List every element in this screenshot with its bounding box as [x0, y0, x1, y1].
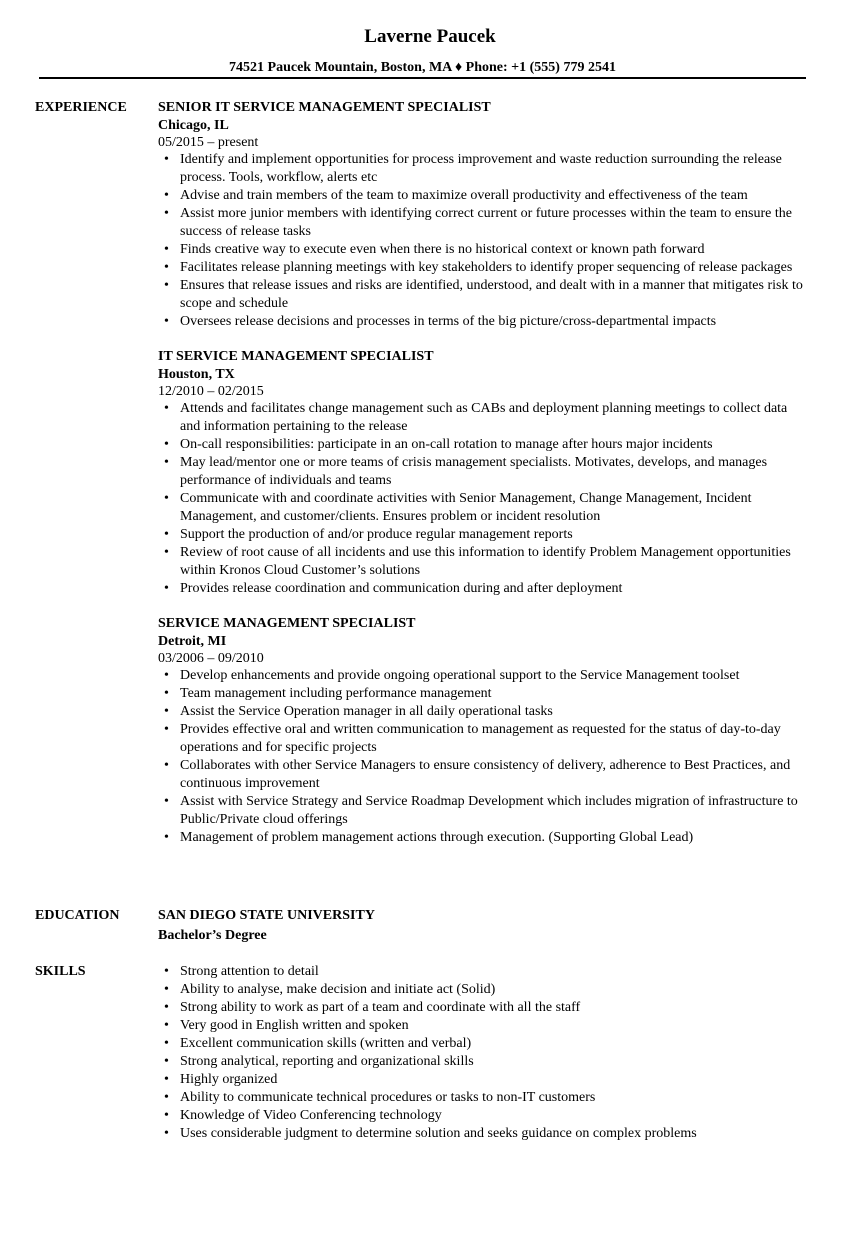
skills-body: [158, 963, 808, 1143]
list-item: • Oversees release decisions and processes in terms of the big picture/cross-departmental impacts: [158, 313, 808, 331]
list-item: • Attends and facilitates change management such as CABs and deployment planning meetings to collect data and information pertaining to the release: [158, 400, 808, 436]
section-title-skills: SKILLS: [35, 964, 86, 979]
list-item: • Review of root cause of all incidents and use this information to identify Problem Management opportunities within Kronos Cloud Customer’s solutions: [158, 544, 808, 580]
job-entry: [158, 99, 808, 331]
list-item: • Facilitates release planning meetings with key stakeholders to identify proper sequencing of release packages: [158, 259, 808, 277]
job-bullets: [158, 400, 808, 598]
list-item: • Strong attention to detail: [158, 963, 808, 981]
list-item: • Strong analytical, reporting and organizational skills: [158, 1053, 808, 1071]
degree: Bachelor’s Degree: [158, 928, 267, 943]
job-title: SENIOR IT SERVICE MANAGEMENT SPECIALIST: [158, 100, 491, 115]
job-location: Detroit, MI: [158, 634, 227, 649]
list-item: • Ability to analyse, make decision and initiate act (Solid): [158, 981, 808, 999]
skills-list: [158, 963, 808, 1143]
list-item: • Ability to communicate technical procedures or tasks to non-IT customers: [158, 1089, 808, 1107]
list-item: • Very good in English written and spoken: [158, 1017, 808, 1035]
list-item: • Assist the Service Operation manager in all daily operational tasks: [158, 703, 808, 721]
list-item: • Develop enhancements and provide ongoing operational support to the Service Management toolset: [158, 667, 808, 685]
job-dates: 03/2006 – 09/2010: [158, 651, 264, 666]
job-title: IT SERVICE MANAGEMENT SPECIALIST: [158, 349, 434, 364]
job-dates: 05/2015 – present: [158, 135, 259, 150]
list-item: • Assist with Service Strategy and Service Roadmap Development which includes migration of infrastructure to Public/Private cloud offerings: [158, 793, 808, 829]
list-item: • Identify and implement opportunities for process improvement and waste reduction surrounding the release process. Tools, workflow, alerts etc: [158, 151, 808, 187]
list-item: • Excellent communication skills (written and verbal): [158, 1035, 808, 1053]
list-item: • Finds creative way to execute even when there is no historical context or known path forward: [158, 241, 808, 259]
section-title-experience: EXPERIENCE: [35, 100, 127, 115]
job-title: SERVICE MANAGEMENT SPECIALIST: [158, 616, 416, 631]
list-item: • Provides release coordination and communication during and after deployment: [158, 580, 808, 598]
list-item: • Support the production of and/or produce regular management reports: [158, 526, 808, 544]
list-item: • Highly organized: [158, 1071, 808, 1089]
list-item: • Ensures that release issues and risks are identified, understood, and dealt with in a manner that mitigates risk to scope and schedule: [158, 277, 808, 313]
list-item: • May lead/mentor one or more teams of crisis management specialists. Motivates, develops, and manages performance of individuals and teams: [158, 454, 808, 490]
list-item: • Management of problem management actions through execution. (Supporting Global Lead): [158, 829, 808, 847]
contact-line: 74521 Paucek Mountain, Boston, MA ♦ Phone: +1 (555) 779 2541: [229, 60, 616, 75]
experience-body: [158, 99, 808, 864]
header-divider: [39, 77, 806, 79]
list-item: • Uses considerable judgment to determine solution and seeks guidance on complex problems: [158, 1125, 808, 1143]
list-item: • On-call responsibilities: participate in an on-call rotation to manage after hours major incidents: [158, 436, 808, 454]
education-body: [158, 907, 808, 945]
list-item: • Knowledge of Video Conferencing technology: [158, 1107, 808, 1125]
job-entry: [158, 348, 808, 598]
section-title-education: EDUCATION: [35, 908, 120, 923]
job-dates: 12/2010 – 02/2015: [158, 384, 264, 399]
job-bullets: [158, 151, 808, 331]
list-item: • Provides effective oral and written communication to management as requested for the status of day-to-day operations and for specific projects: [158, 721, 808, 757]
school-name: SAN DIEGO STATE UNIVERSITY: [158, 908, 375, 923]
resume-name: Laverne Paucek: [364, 26, 496, 47]
list-item: • Team management including performance management: [158, 685, 808, 703]
job-bullets: [158, 667, 808, 847]
job-location: Chicago, IL: [158, 118, 229, 133]
list-item: • Communicate with and coordinate activities with Senior Management, Change Management, Incident Management, and customer/clients. Ensures problem or incident resolution: [158, 490, 808, 526]
list-item: • Advise and train members of the team to maximize overall productivity and effectiveness of the team: [158, 187, 808, 205]
list-item: • Assist more junior members with identifying correct current or future processes within the team to ensure the success of release tasks: [158, 205, 808, 241]
job-location: Houston, TX: [158, 367, 235, 382]
list-item: • Collaborates with other Service Managers to ensure consistency of delivery, adherence to Best Practices, and continuous improvement: [158, 757, 808, 793]
list-item: • Strong ability to work as part of a team and coordinate with all the staff: [158, 999, 808, 1017]
job-entry: [158, 615, 808, 847]
